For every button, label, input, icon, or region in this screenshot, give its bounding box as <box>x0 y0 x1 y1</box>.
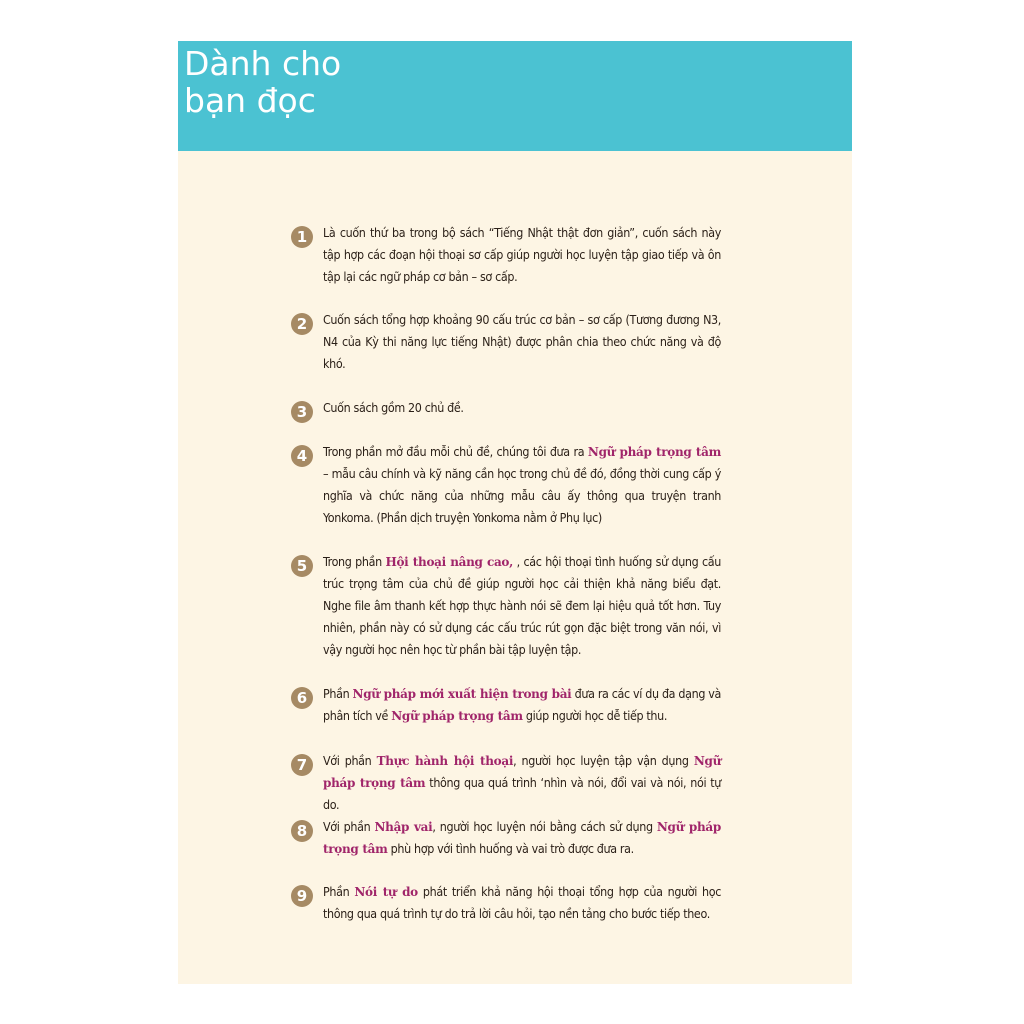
text-segment: , các hội thoại tình huống sử dụng cấu trúc trọng tâm của chủ đề giúp người học cải thiện khả năng biểu đạt. Nghe file âm thanh kết hợp thực hành nói sẽ đem lại hiệu quả tốt hơn. Tuy nhiên, phần này có sử dụng các cấu trúc rút gọn đặc biệt trong văn nói, vì vậy người học nên học từ phần bài tập luyện tập. <box>323 554 722 657</box>
text-segment: Trong phần <box>323 554 386 569</box>
book-page <box>178 41 852 984</box>
number-badge: 7 <box>291 754 313 776</box>
text-segment: Trong phần mở đầu mỗi chủ đề, chúng tôi đưa ra <box>323 444 588 459</box>
highlight-term: Nhập vai <box>374 820 433 834</box>
number-badge: 3 <box>291 401 313 423</box>
item-text <box>323 750 721 816</box>
text-segment: Phần <box>323 686 353 701</box>
page-title-line-2: bạn đọc <box>184 81 316 120</box>
item-text <box>323 441 721 529</box>
item-text <box>323 551 721 661</box>
item-text <box>323 309 721 375</box>
page-title-line-1: Dành cho <box>184 44 342 83</box>
number-badge: 6 <box>291 687 313 709</box>
text-segment: giúp người học dễ tiếp thu. <box>522 708 668 723</box>
header-banner <box>178 41 852 151</box>
highlight-term: Ngữ pháp mới xuất hiện trong bài <box>352 687 572 701</box>
highlight-term: Nói tự do <box>354 885 418 899</box>
highlight-term: Ngữ pháp trọng tâm <box>323 754 721 790</box>
item-text <box>323 683 721 727</box>
highlight-term: Ngữ pháp trọng tâm <box>391 709 523 723</box>
page-title <box>184 45 341 119</box>
text-segment: Với phần <box>323 819 375 834</box>
number-badge: 8 <box>291 820 313 842</box>
text-segment: phù hợp với tình huống và vai trò được đưa ra. <box>387 841 634 856</box>
text-segment: , người học luyện nói bằng cách sử dụng <box>432 819 657 834</box>
number-badge: 1 <box>291 226 313 248</box>
item-text <box>323 816 721 860</box>
text-segment: thông qua quá trình ‘nhìn và nói, đổi vai và nói, nói tự do. <box>323 775 721 812</box>
text-segment: Là cuốn thứ ba trong bộ sách “Tiếng Nhật thật đơn giản”, cuốn sách này tập hợp các đoạn hội thoại sơ cấp giúp người học luyện tập giao tiếp và ôn tập lại các ngữ pháp cơ bản – sơ cấp. <box>323 225 721 284</box>
text-segment: Cuốn sách tổng hợp khoảng 90 cấu trúc cơ bản – sơ cấp (Tương đương N3, N4 của Kỳ thi năng lực tiếng Nhật) được phân chia theo chức năng và độ khó. <box>323 312 721 371</box>
item-text <box>323 397 721 419</box>
text-segment: , người học luyện tập vận dụng <box>513 753 694 768</box>
number-badge: 9 <box>291 885 313 907</box>
text-segment: đưa ra các ví dụ đa dạng và phân tích về <box>323 686 722 723</box>
highlight-term: Thực hành hội thoại <box>376 754 514 768</box>
highlight-term: Hội thoại nâng cao, <box>385 555 514 569</box>
text-segment: Với phần <box>323 753 377 768</box>
item-text <box>323 881 721 925</box>
number-badge: 5 <box>291 555 313 577</box>
number-badge: 4 <box>291 445 313 467</box>
item-text <box>323 222 721 288</box>
highlight-term: Ngữ pháp trọng tâm <box>587 445 722 459</box>
highlight-term: Ngữ pháp trọng tâm <box>323 820 721 856</box>
text-segment: phát triển khả năng hội thoại tổng hợp của người học thông qua quá trình tự do trả lời câu hỏi, tạo nền tảng cho bước tiếp theo. <box>323 884 721 921</box>
text-segment: Cuốn sách gồm 20 chủ đề. <box>323 400 464 415</box>
text-segment: Phần <box>323 884 355 899</box>
text-segment: – mẫu câu chính và kỹ năng cần học trong chủ đề đó, đồng thời cung cấp ý nghĩa và chức năng của những mẫu câu ấy thông qua truyện tranh Yonkoma. (Phần dịch truyện Yonkoma nằm ở Phụ lục) <box>323 466 721 525</box>
number-badge: 2 <box>291 313 313 335</box>
